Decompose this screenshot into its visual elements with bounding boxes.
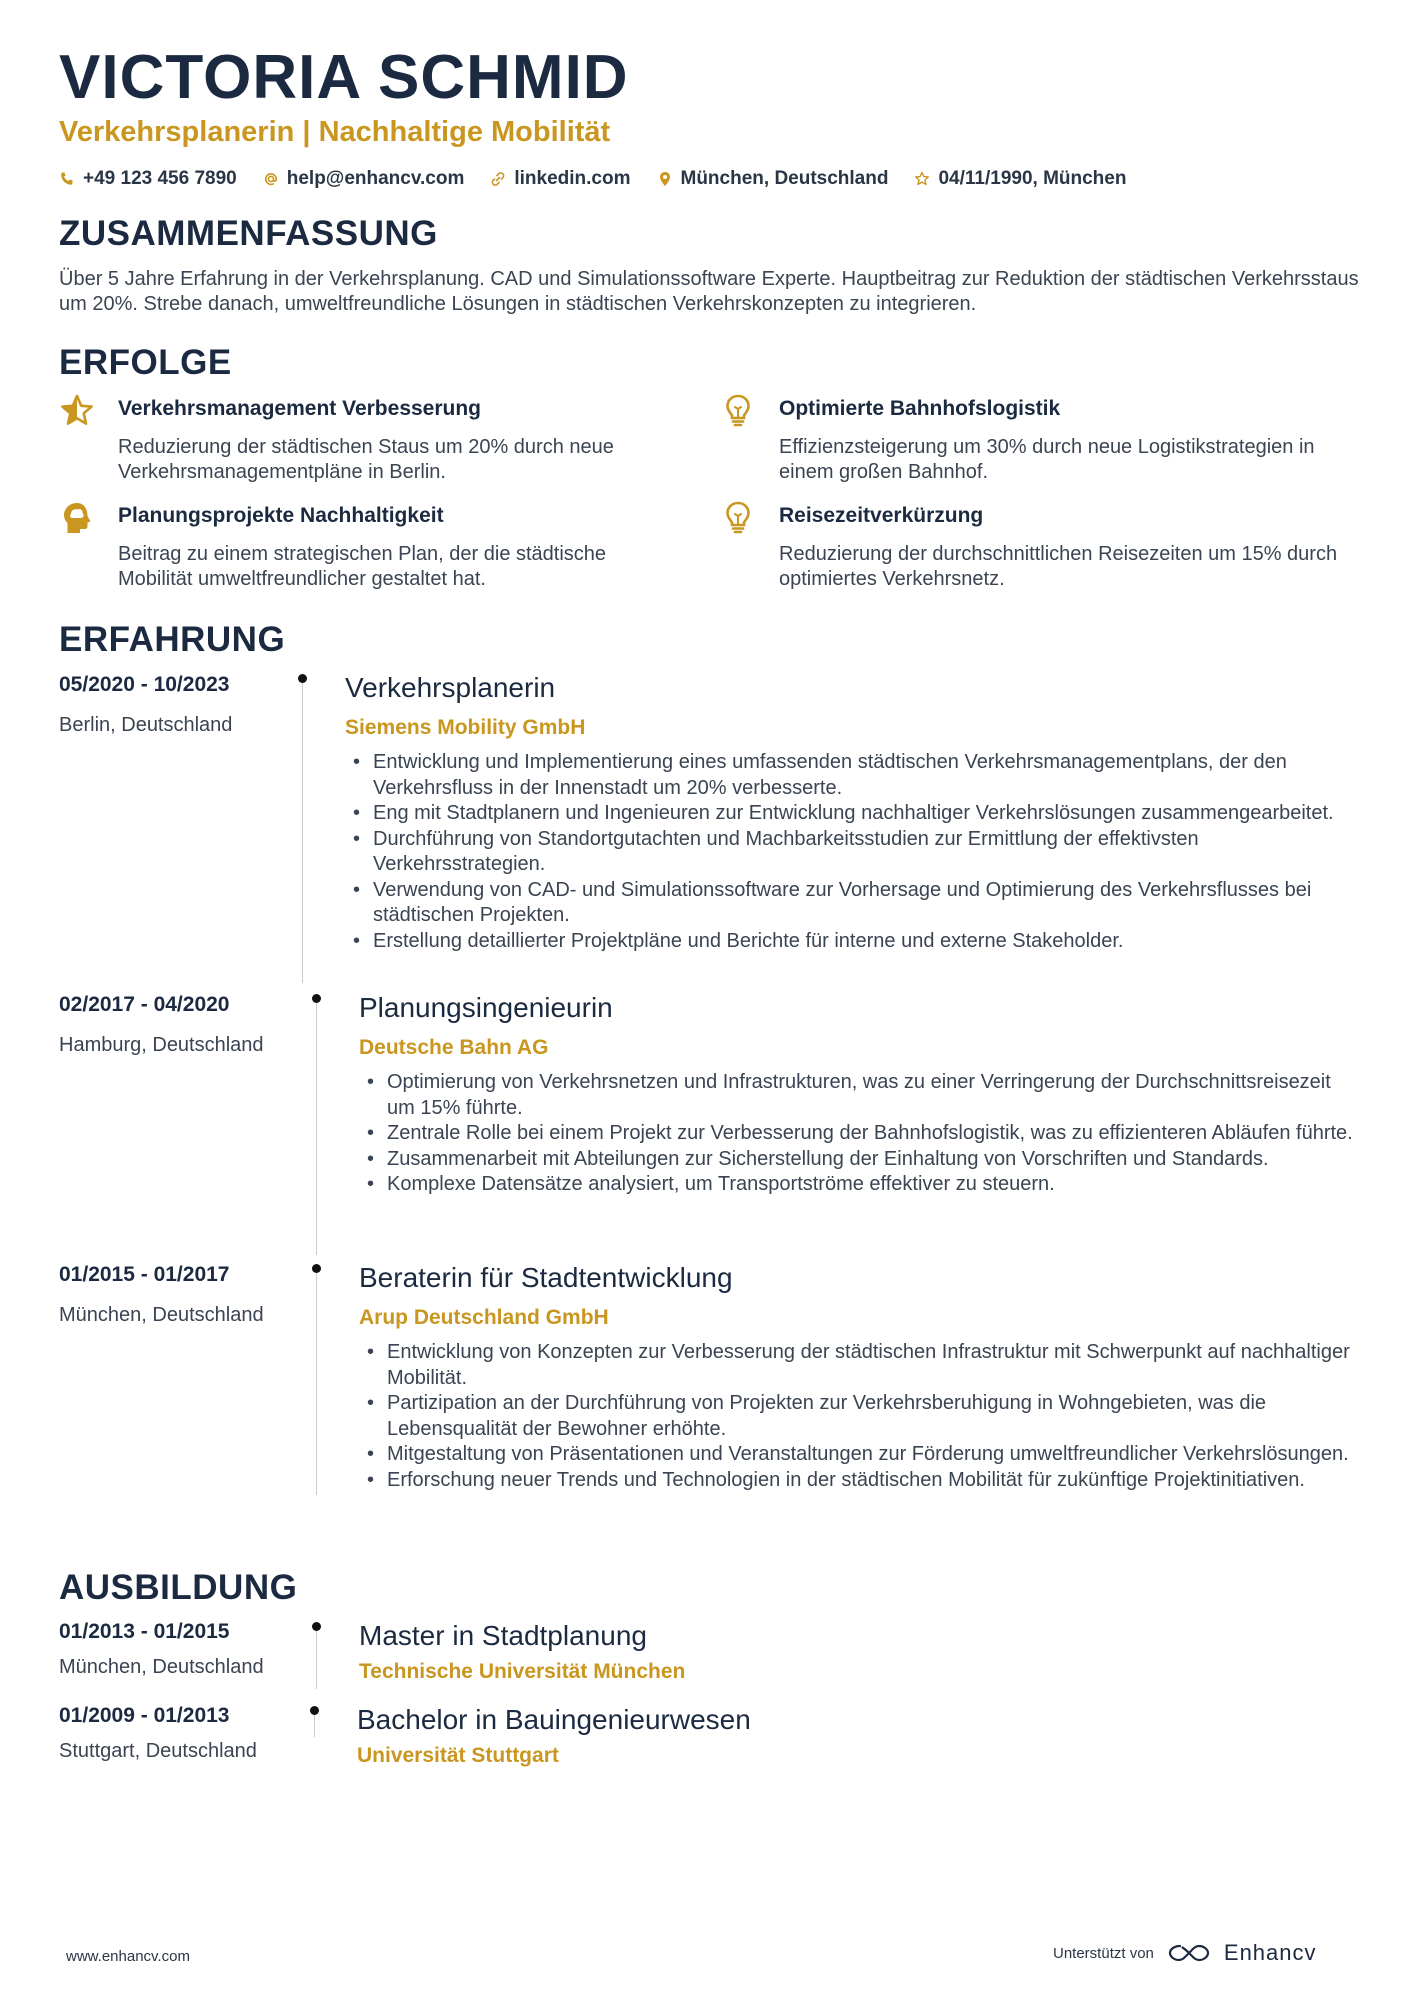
edu-dates: 01/2013 - 01/2015 <box>59 1620 230 1643</box>
edu-school: Technische Universität München <box>359 1660 686 1683</box>
timeline-dot <box>310 1706 319 1715</box>
contact-birth <box>914 168 1126 190</box>
achievement-desc: Reduzierung der durchschnittlichen Reisezeiten um 15% durch optimiertes Verkehrsnetz. <box>779 543 1338 590</box>
summary-text: Über 5 Jahre Erfahrung in der Verkehrsplanung. CAD und Simulationssoftware Experte. Hauptbeitrag zur Reduktion der städtischen Verkehrsstaus um 20%. Strebe danach, umweltfreundliche Lösungen in städtischen Verkehrskonzepten zu integrieren. <box>59 268 1359 315</box>
job-bullet: • Partizipation an der Durchführung von Projekten zur Verkehrsberuhigung in Wohngebieten, was die Lebensqualität der Bewohner erhöhte. <box>359 1391 1359 1442</box>
timeline-dot <box>298 674 307 683</box>
edu-school: Universität Stuttgart <box>357 1744 559 1767</box>
achievement-desc: Beitrag zu einem strategischen Plan, der die städtische Mobilität umweltfreundlicher gestaltet hat. <box>118 543 607 590</box>
contact-linkedin-text: linkedin.com <box>514 168 631 189</box>
link-icon <box>490 171 506 187</box>
location-pin-icon <box>657 171 673 187</box>
lightbulb-icon <box>720 500 756 536</box>
contact-location <box>657 168 889 190</box>
job-bullet: • Komplexe Datensätze analysiert, um Transportströme effektiver zu steuern. <box>359 1172 1359 1198</box>
head-brain-icon <box>59 500 95 536</box>
enhancv-logo-icon <box>1166 1941 1212 1965</box>
achievement-title: Verkehrsmanagement Verbesserung <box>118 397 482 420</box>
contact-email-text: help@enhancv.com <box>286 168 465 189</box>
job-bullet: • Zusammenarbeit mit Abteilungen zur Sicherstellung der Einhaltung von Vorschriften und Standards. <box>359 1147 1359 1173</box>
job-location: München, Deutschland <box>59 1304 264 1326</box>
job-bullet: • Entwicklung und Implementierung eines umfassenden städtischen Verkehrsmanagementplans, der den Verkehrsfluss in der Innenstadt um 20% verbesserte. <box>345 750 1355 801</box>
job-bullet: • Mitgestaltung von Präsentationen und Veranstaltungen zur Förderung umweltfreundlicher Verkehrslösungen. <box>359 1442 1359 1468</box>
phone-icon <box>59 171 75 187</box>
achievement-desc: Effizienzsteigerung um 30% durch neue Logistikstrategien in einem großen Bahnhof. <box>779 436 1315 483</box>
timeline-line <box>316 1003 317 1255</box>
footer-brand: Enhancv <box>1223 1940 1317 1965</box>
contact-phone[interactable] <box>59 168 237 190</box>
job-role: Verkehrsplanerin <box>345 672 556 703</box>
job-bullet: • Erforschung neuer Trends und Technologien in der städtischen Mobilität für zukünftige Projektinitiativen. <box>359 1468 1359 1494</box>
job-dates: 02/2017 - 04/2020 <box>59 993 230 1016</box>
footer-website[interactable]: www.enhancv.com <box>66 1948 190 1965</box>
job-bullet: • Zentrale Rolle bei einem Projekt zur Verbesserung der Bahnhofslogistik, was zu effizienteren Abläufen führte. <box>359 1121 1359 1147</box>
timeline-line <box>302 683 303 983</box>
achievement-title: Reisezeitverkürzung <box>779 504 984 527</box>
job-bullets <box>359 1070 1359 1198</box>
education-heading: AUSBILDUNG <box>59 1568 298 1607</box>
timeline-dot <box>312 1622 321 1631</box>
job-bullets <box>345 750 1355 954</box>
job-company: Deutsche Bahn AG <box>359 1036 549 1059</box>
contact-bar <box>59 168 1126 190</box>
edu-location: Stuttgart, Deutschland <box>59 1740 257 1762</box>
job-company: Siemens Mobility GmbH <box>345 716 586 739</box>
job-role: Beraterin für Stadtentwicklung <box>359 1262 733 1293</box>
job-bullet: • Eng mit Stadtplanern und Ingenieuren zur Entwicklung nachhaltiger Verkehrslösungen zusammengearbeitet. <box>345 801 1355 827</box>
star-icon <box>914 171 930 187</box>
edu-location: München, Deutschland <box>59 1656 264 1678</box>
job-bullets <box>359 1340 1359 1493</box>
edu-degree: Master in Stadtplanung <box>359 1620 647 1651</box>
lightbulb-icon <box>720 393 756 429</box>
job-company: Arup Deutschland GmbH <box>359 1306 609 1329</box>
timeline-line <box>314 1715 315 1737</box>
timeline-line <box>316 1631 317 1689</box>
star-icon <box>59 393 95 429</box>
experience-heading: ERFAHRUNG <box>59 620 286 659</box>
contact-phone-text: +49 123 456 7890 <box>83 168 237 189</box>
job-bullet: • Durchführung von Standortgutachten und Machbarkeitsstudien zur Ermittlung der effektivsten Verkehrsstrategien. <box>345 827 1355 878</box>
contact-email[interactable] <box>263 168 465 190</box>
edu-degree: Bachelor in Bauingenieurwesen <box>357 1704 751 1735</box>
job-bullet: • Erstellung detaillierter Projektpläne und Berichte für interne und externe Stakeholder. <box>345 929 1355 955</box>
candidate-subtitle: Verkehrsplanerin | Nachhaltige Mobilität <box>59 116 611 148</box>
job-dates: 01/2015 - 01/2017 <box>59 1263 230 1286</box>
job-bullet: • Entwicklung von Konzepten zur Verbesserung der städtischen Infrastruktur mit Schwerpunkt auf nachhaltiger Mobilität. <box>359 1340 1359 1391</box>
edu-dates: 01/2009 - 01/2013 <box>59 1704 230 1727</box>
achievement-desc: Reduzierung der städtischen Staus um 20% durch neue Verkehrsmanagementpläne in Berlin. <box>118 436 614 483</box>
timeline-dot <box>312 1264 321 1273</box>
footer-branding[interactable] <box>1053 1940 1317 1966</box>
contact-linkedin[interactable] <box>490 168 630 190</box>
job-role: Planungsingenieurin <box>359 992 613 1023</box>
timeline-line <box>316 1273 317 1495</box>
timeline-dot <box>312 994 321 1003</box>
job-location: Berlin, Deutschland <box>59 714 233 736</box>
contact-location-text: München, Deutschland <box>680 168 889 189</box>
achievement-title: Planungsprojekte Nachhaltigkeit <box>118 504 444 527</box>
summary-heading: ZUSAMMENFASSUNG <box>59 214 438 253</box>
achievement-title: Optimierte Bahnhofslogistik <box>779 397 1061 420</box>
job-location: Hamburg, Deutschland <box>59 1034 264 1056</box>
at-icon <box>263 171 279 187</box>
footer-powered-by: Unterstützt von <box>1053 1944 1154 1962</box>
candidate-name: VICTORIA SCHMID <box>59 43 629 112</box>
job-bullet: • Verwendung von CAD- und Simulationssoftware zur Vorhersage und Optimierung des Verkehrsflusses bei städtischen Projekten. <box>345 878 1355 929</box>
contact-birth-text: 04/11/1990, München <box>938 168 1127 189</box>
achievements-heading: ERFOLGE <box>59 343 232 382</box>
job-bullet: • Optimierung von Verkehrsnetzen und Infrastrukturen, was zu einer Verringerung der Durchschnittsreisezeit um 15% führte. <box>359 1070 1359 1121</box>
job-dates: 05/2020 - 10/2023 <box>59 673 230 696</box>
